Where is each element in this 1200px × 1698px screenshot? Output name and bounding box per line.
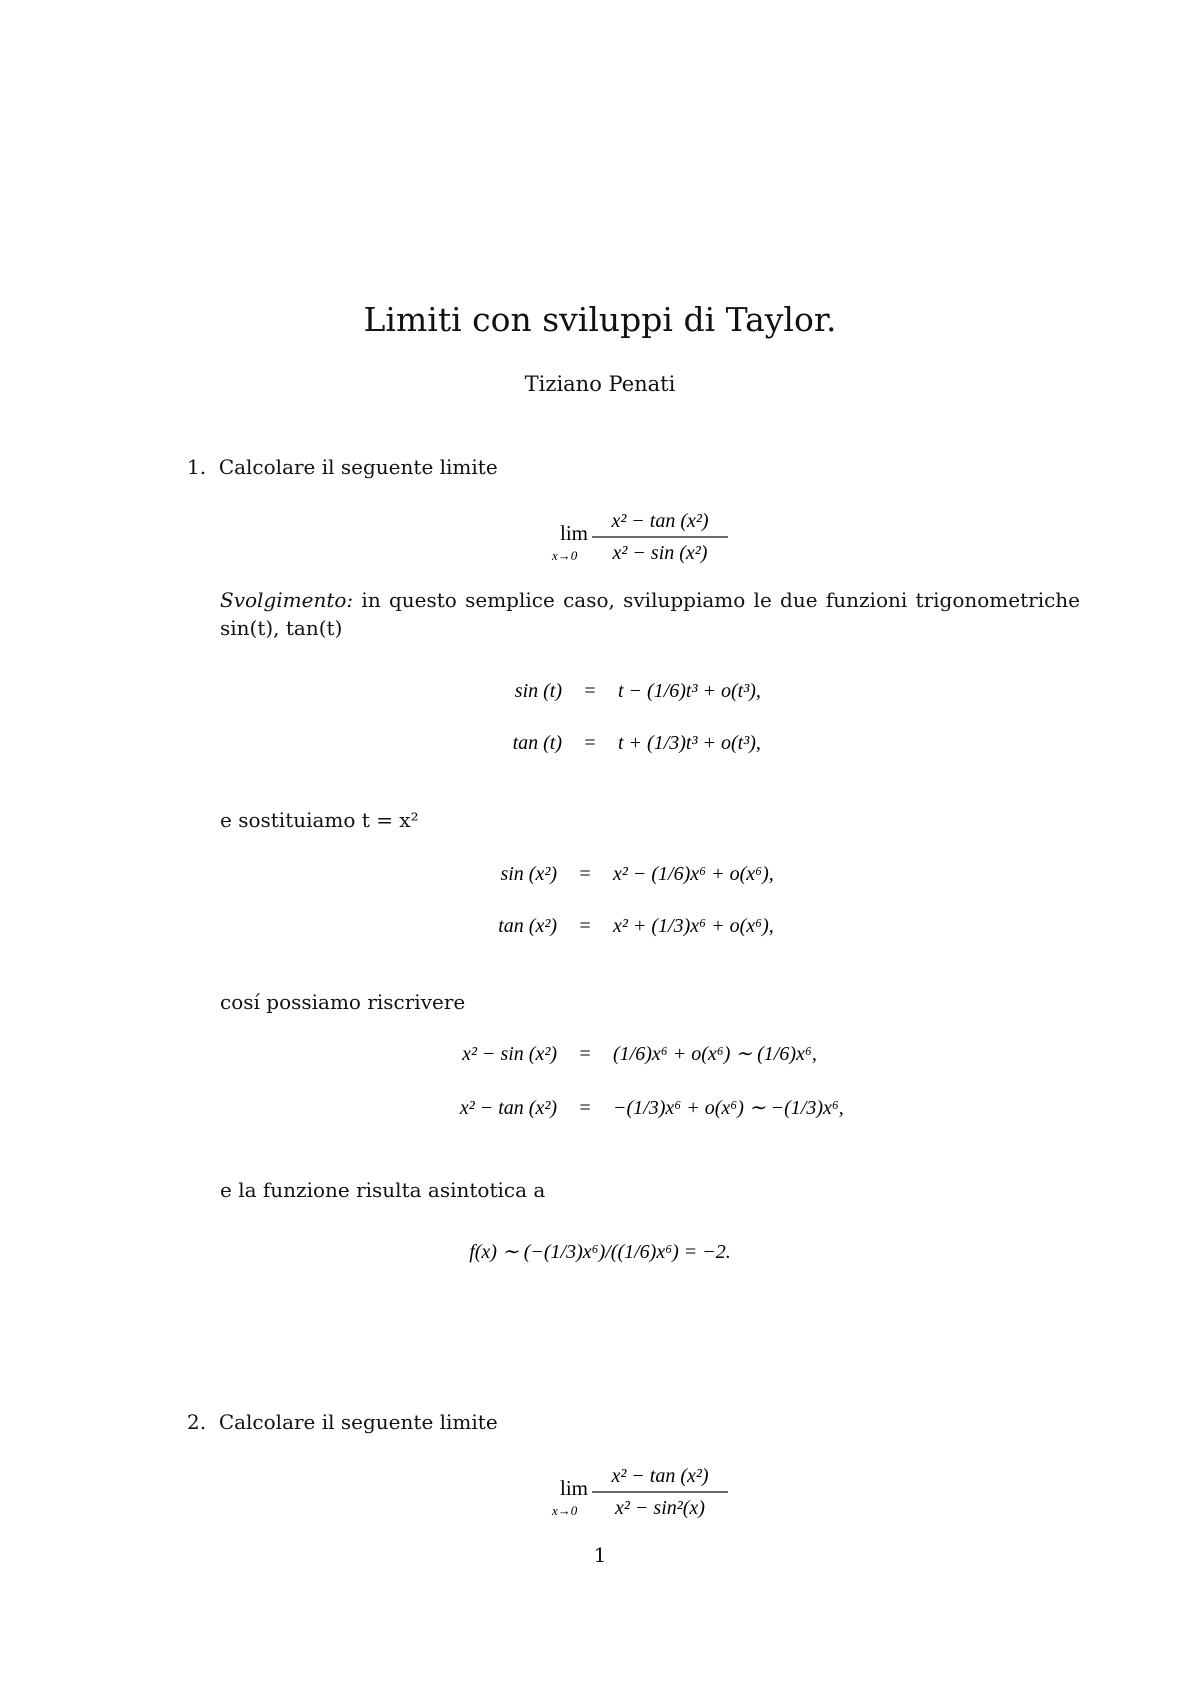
limit-numerator: x² − tan (x²) xyxy=(611,510,709,532)
exercise-number: 1. xyxy=(187,455,207,479)
equation-lhs: sin (x²) xyxy=(500,863,557,885)
limit-equation-1 xyxy=(0,505,1200,569)
equation-rhs: t + (1/3)t³ + o(t³), xyxy=(618,732,761,754)
exercise-2-heading xyxy=(187,1410,498,1434)
taylor-expansions-x2 xyxy=(0,848,1200,952)
asymptotic-text: e la funzione risulta asintotica a xyxy=(220,1178,546,1202)
limit-denominator: x² − sin (x²) xyxy=(612,542,708,564)
equation-relation: = xyxy=(584,732,596,754)
equation-rhs: (1/6)x⁶ + o(x⁶) ∼ (1/6)x⁶, xyxy=(613,1043,817,1065)
equation-lhs: tan (x²) xyxy=(498,915,557,937)
solution-paragraph xyxy=(220,586,1080,642)
equation-lhs: x² − sin (x²) xyxy=(462,1043,557,1065)
equation-lhs: sin (t) xyxy=(514,680,562,702)
limit-denominator: x² − sin²(x) xyxy=(615,1497,705,1519)
result-expression: f(x) ∼ (−(1/3)x⁶)/((1/6)x⁶) = −2. xyxy=(469,1241,731,1263)
exercise-prompt: Calcolare il seguente limite xyxy=(218,1410,498,1434)
document-author: Tiziano Penati xyxy=(524,372,676,396)
equation-rhs: x² + (1/3)x⁶ + o(x⁶), xyxy=(613,915,774,937)
solution-text: in questo semplice caso, sviluppiamo le due funzioni trigonometriche sin(t), tan(t) xyxy=(220,588,1081,640)
exercise-1-heading xyxy=(187,455,498,479)
limit-numerator: x² − tan (x²) xyxy=(611,1465,709,1487)
rewrite-equations xyxy=(0,1030,1200,1144)
limit-equation-2 xyxy=(0,1460,1200,1524)
equation-rhs: −(1/3)x⁶ + o(x⁶) ∼ −(1/3)x⁶, xyxy=(613,1097,844,1119)
lim-operator: lim xyxy=(560,521,589,545)
lim-operator: lim xyxy=(560,1476,589,1500)
exercise-number: 2. xyxy=(187,1410,207,1434)
document-title: Limiti con sviluppi di Taylor. xyxy=(363,300,837,339)
equation-relation: = xyxy=(579,863,591,885)
solution-label: Svolgimento: xyxy=(220,588,354,612)
exercise-prompt: Calcolare il seguente limite xyxy=(218,455,498,479)
equation-relation: = xyxy=(579,915,591,937)
taylor-expansions-t xyxy=(0,665,1200,769)
equation-relation: = xyxy=(579,1097,591,1119)
rewrite-text: cosí possiamo riscrivere xyxy=(220,990,466,1014)
result-equation xyxy=(0,1212,1200,1296)
page-number: 1 xyxy=(593,1543,607,1567)
substitute-text: e sostituiamo t = x² xyxy=(220,808,419,832)
equation-lhs: x² − tan (x²) xyxy=(459,1097,557,1119)
equation-relation: = xyxy=(579,1043,591,1065)
equation-rhs: x² − (1/6)x⁶ + o(x⁶), xyxy=(613,863,774,885)
equation-rhs: t − (1/6)t³ + o(t³), xyxy=(618,680,761,702)
equation-relation: = xyxy=(584,680,596,702)
lim-subscript: x→0 xyxy=(552,548,578,563)
lim-subscript: x→0 xyxy=(552,1503,578,1518)
equation-lhs: tan (t) xyxy=(512,732,562,754)
